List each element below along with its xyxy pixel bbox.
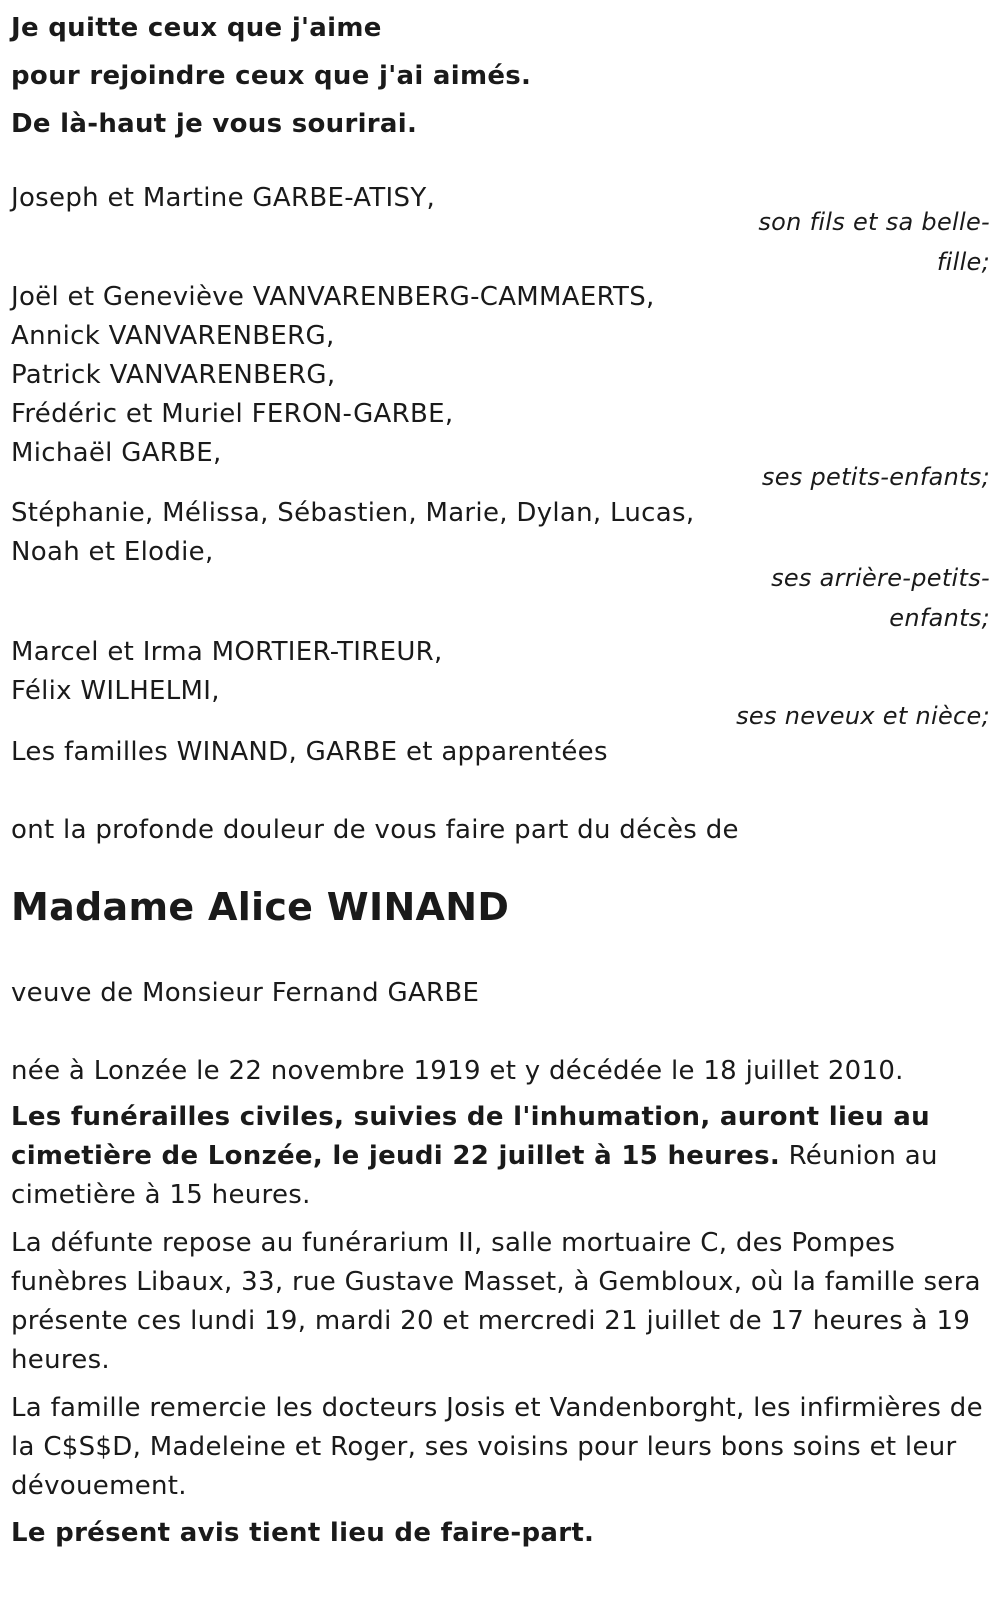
family-nephews-relation: ses neveux et nièce; bbox=[736, 702, 990, 730]
family-name-line: Patrick VANVARENBERG, bbox=[11, 360, 336, 390]
family-extended: Les familles WINAND, GARBE et apparentées bbox=[11, 737, 608, 767]
poem-line-2: pour rejoindre ceux que j'ai aimés. bbox=[11, 61, 532, 91]
family-name-line: Félix WILHELMI, bbox=[11, 676, 220, 706]
viewing-paragraph: La défunte repose au funérarium II, salle mortuaire C, des Pompes funèbres Libaux, 33, rue Gustave Masset, à Gembloux, où la famille sera présente ces lundi 19, mardi 20 et mercredi 21 juillet de 17 heures à 19 heures. bbox=[11, 1228, 981, 1375]
family-name-line: Noah et Elodie, bbox=[11, 537, 214, 567]
deceased-name: Madame Alice WINAND bbox=[11, 885, 510, 929]
funeral-meeting: Réunion au cimetière à 15 heures. bbox=[11, 1141, 938, 1210]
funeral-paragraph bbox=[11, 1098, 990, 1215]
family-grandchildren-names bbox=[11, 278, 990, 473]
family-name-line: Stéphanie, Mélissa, Sébastien, Marie, Dylan, Lucas, bbox=[11, 498, 695, 528]
family-great-grandchildren-relation: ses arrière-petits-enfants; bbox=[771, 564, 990, 632]
announcement: ont la profonde douleur de vous faire part du décès de bbox=[11, 815, 739, 845]
family-grandchildren-relation: ses petits-enfants; bbox=[761, 463, 990, 491]
family-name-line: Annick VANVARENBERG, bbox=[11, 321, 335, 351]
thanks-paragraph: La famille remercie les docteurs Josis et Vandenborght, les infirmières de la C$S$D, Madeleine et Roger, ses voisins pour leurs bons soins et leur dévouement. bbox=[11, 1393, 983, 1501]
family-name-line: Frédéric et Muriel FERON-GARBE, bbox=[11, 399, 454, 429]
closing-notice: Le présent avis tient lieu de faire-part. bbox=[11, 1518, 595, 1548]
family-name-line: Joël et Geneviève VANVARENBERG-CAMMAERTS, bbox=[11, 282, 655, 312]
family-name-line: Michaël GARBE, bbox=[11, 438, 222, 468]
funeral-details: Les funérailles civiles, suivies de l'inhumation, auront lieu au cimetière de Lonzée, le jeudi 22 juillet à 15 heures. bbox=[11, 1102, 930, 1171]
poem bbox=[11, 4, 990, 148]
widow-of: veuve de Monsieur Fernand GARBE bbox=[11, 978, 480, 1008]
born-died: née à Lonzée le 22 novembre 1919 et y décédée le 18 juillet 2010. bbox=[11, 1056, 904, 1086]
family-name-line: Marcel et Irma MORTIER-TIREUR, bbox=[11, 637, 443, 667]
family-name-line: Joseph et Martine GARBE-ATISY, bbox=[11, 183, 436, 213]
poem-line-1: Je quitte ceux que j'aime bbox=[11, 13, 382, 43]
family-son-relation: son fils et sa belle-fille; bbox=[758, 208, 990, 276]
poem-line-3: De là-haut je vous sourirai. bbox=[11, 109, 418, 139]
